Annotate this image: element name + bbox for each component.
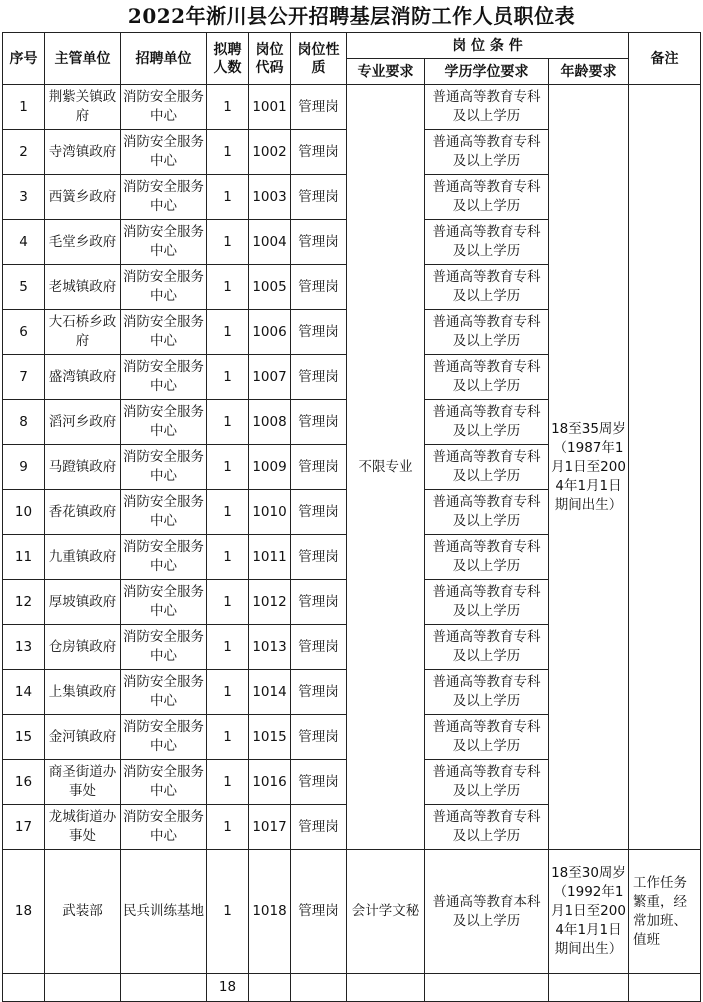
cell-nature: 管理岗 bbox=[291, 715, 347, 760]
cell-code: 1001 bbox=[249, 85, 291, 130]
cell-nature: 管理岗 bbox=[291, 580, 347, 625]
cell-empty bbox=[45, 974, 121, 1002]
cell-code: 1016 bbox=[249, 760, 291, 805]
cell-edu: 普通高等教育专科及以上学历 bbox=[425, 760, 549, 805]
cell-edu: 普通高等教育专科及以上学历 bbox=[425, 265, 549, 310]
cell-total-count: 18 bbox=[207, 974, 249, 1002]
cell-unit: 消防安全服务中心 bbox=[121, 265, 207, 310]
cell-nature: 管理岗 bbox=[291, 490, 347, 535]
cell-dept: 商圣街道办事处 bbox=[45, 760, 121, 805]
cell-dept: 毛堂乡政府 bbox=[45, 220, 121, 265]
cell-dept: 上集镇政府 bbox=[45, 670, 121, 715]
cell-dept: 武装部 bbox=[45, 850, 121, 974]
cell-edu: 普通高等教育专科及以上学历 bbox=[425, 175, 549, 220]
cell-code: 1005 bbox=[249, 265, 291, 310]
header-dept: 主管单位 bbox=[45, 33, 121, 85]
header-conditions: 岗 位 条 件 bbox=[347, 33, 629, 59]
cell-dept: 厚坡镇政府 bbox=[45, 580, 121, 625]
cell-nature: 管理岗 bbox=[291, 310, 347, 355]
cell-count: 1 bbox=[207, 715, 249, 760]
cell-seq: 12 bbox=[3, 580, 45, 625]
cell-unit: 消防安全服务中心 bbox=[121, 535, 207, 580]
cell-dept: 九重镇政府 bbox=[45, 535, 121, 580]
cell-unit: 消防安全服务中心 bbox=[121, 175, 207, 220]
cell-nature: 管理岗 bbox=[291, 625, 347, 670]
cell-seq: 16 bbox=[3, 760, 45, 805]
cell-edu: 普通高等教育专科及以上学历 bbox=[425, 445, 549, 490]
cell-count: 1 bbox=[207, 670, 249, 715]
cell-unit: 消防安全服务中心 bbox=[121, 715, 207, 760]
cell-code: 1012 bbox=[249, 580, 291, 625]
cell-age-merged: 18至35周岁（1987年1月1日至2004年1月1日期间出生） bbox=[549, 85, 629, 850]
cell-nature: 管理岗 bbox=[291, 175, 347, 220]
cell-nature: 管理岗 bbox=[291, 400, 347, 445]
table-body bbox=[3, 85, 701, 1002]
cell-nature: 管理岗 bbox=[291, 355, 347, 400]
total-row bbox=[3, 974, 701, 1002]
cell-edu: 普通高等教育专科及以上学历 bbox=[425, 310, 549, 355]
cell-unit: 消防安全服务中心 bbox=[121, 625, 207, 670]
positions-table bbox=[2, 32, 701, 1002]
cell-dept: 寺湾镇政府 bbox=[45, 130, 121, 175]
header-age: 年龄要求 bbox=[549, 59, 629, 85]
cell-count: 1 bbox=[207, 85, 249, 130]
cell-nature: 管理岗 bbox=[291, 760, 347, 805]
cell-nature: 管理岗 bbox=[291, 535, 347, 580]
cell-count: 1 bbox=[207, 130, 249, 175]
cell-unit: 消防安全服务中心 bbox=[121, 85, 207, 130]
cell-seq: 6 bbox=[3, 310, 45, 355]
cell-code: 1002 bbox=[249, 130, 291, 175]
cell-edu: 普通高等教育专科及以上学历 bbox=[425, 535, 549, 580]
table-row bbox=[3, 85, 701, 130]
cell-nature: 管理岗 bbox=[291, 265, 347, 310]
cell-code: 1017 bbox=[249, 805, 291, 850]
cell-edu: 普通高等教育专科及以上学历 bbox=[425, 130, 549, 175]
cell-count: 1 bbox=[207, 310, 249, 355]
cell-code: 1014 bbox=[249, 670, 291, 715]
cell-nature: 管理岗 bbox=[291, 670, 347, 715]
header-unit: 招聘单位 bbox=[121, 33, 207, 85]
cell-count: 1 bbox=[207, 760, 249, 805]
cell-empty bbox=[3, 974, 45, 1002]
cell-count: 1 bbox=[207, 850, 249, 974]
header-seq: 序号 bbox=[3, 33, 45, 85]
cell-edu: 普通高等教育专科及以上学历 bbox=[425, 715, 549, 760]
cell-edu: 普通高等教育本科及以上学历 bbox=[425, 850, 549, 974]
cell-code: 1004 bbox=[249, 220, 291, 265]
cell-count: 1 bbox=[207, 445, 249, 490]
cell-dept: 仓房镇政府 bbox=[45, 625, 121, 670]
cell-unit: 消防安全服务中心 bbox=[121, 220, 207, 265]
cell-code: 1008 bbox=[249, 400, 291, 445]
header-major: 专业要求 bbox=[347, 59, 425, 85]
cell-edu: 普通高等教育专科及以上学历 bbox=[425, 805, 549, 850]
table-row bbox=[3, 850, 701, 974]
cell-count: 1 bbox=[207, 400, 249, 445]
cell-count: 1 bbox=[207, 580, 249, 625]
cell-seq: 15 bbox=[3, 715, 45, 760]
cell-code: 1011 bbox=[249, 535, 291, 580]
header-nature: 岗位性质 bbox=[291, 33, 347, 85]
header-edu: 学历学位要求 bbox=[425, 59, 549, 85]
cell-nature: 管理岗 bbox=[291, 130, 347, 175]
cell-count: 1 bbox=[207, 535, 249, 580]
cell-seq: 14 bbox=[3, 670, 45, 715]
cell-empty bbox=[347, 974, 425, 1002]
cell-unit: 消防安全服务中心 bbox=[121, 310, 207, 355]
cell-unit: 消防安全服务中心 bbox=[121, 400, 207, 445]
cell-unit: 消防安全服务中心 bbox=[121, 670, 207, 715]
cell-dept: 老城镇政府 bbox=[45, 265, 121, 310]
cell-count: 1 bbox=[207, 175, 249, 220]
cell-seq: 5 bbox=[3, 265, 45, 310]
cell-dept: 盛湾镇政府 bbox=[45, 355, 121, 400]
cell-seq: 11 bbox=[3, 535, 45, 580]
cell-edu: 普通高等教育专科及以上学历 bbox=[425, 670, 549, 715]
cell-nature: 管理岗 bbox=[291, 445, 347, 490]
cell-nature: 管理岗 bbox=[291, 85, 347, 130]
cell-note-merged bbox=[629, 85, 701, 850]
cell-code: 1009 bbox=[249, 445, 291, 490]
cell-code: 1013 bbox=[249, 625, 291, 670]
cell-dept: 龙城街道办事处 bbox=[45, 805, 121, 850]
cell-unit: 消防安全服务中心 bbox=[121, 805, 207, 850]
cell-dept: 大石桥乡政府 bbox=[45, 310, 121, 355]
cell-count: 1 bbox=[207, 490, 249, 535]
cell-code: 1003 bbox=[249, 175, 291, 220]
cell-seq: 17 bbox=[3, 805, 45, 850]
cell-dept: 西簧乡政府 bbox=[45, 175, 121, 220]
cell-code: 1015 bbox=[249, 715, 291, 760]
cell-empty bbox=[291, 974, 347, 1002]
cell-empty bbox=[249, 974, 291, 1002]
cell-unit: 消防安全服务中心 bbox=[121, 130, 207, 175]
header-count: 拟聘人数 bbox=[207, 33, 249, 85]
cell-nature: 管理岗 bbox=[291, 850, 347, 974]
cell-dept: 马蹬镇政府 bbox=[45, 445, 121, 490]
page-title: 2022年淅川县公开招聘基层消防工作人员职位表 bbox=[127, 4, 576, 28]
cell-code: 1006 bbox=[249, 310, 291, 355]
cell-major: 会计学文秘 bbox=[347, 850, 425, 974]
cell-dept: 滔河乡政府 bbox=[45, 400, 121, 445]
cell-unit: 消防安全服务中心 bbox=[121, 355, 207, 400]
cell-seq: 3 bbox=[3, 175, 45, 220]
cell-empty bbox=[629, 974, 701, 1002]
cell-edu: 普通高等教育专科及以上学历 bbox=[425, 580, 549, 625]
cell-major-merged: 不限专业 bbox=[347, 85, 425, 850]
cell-seq: 18 bbox=[3, 850, 45, 974]
cell-count: 1 bbox=[207, 355, 249, 400]
cell-unit: 民兵训练基地 bbox=[121, 850, 207, 974]
cell-count: 1 bbox=[207, 625, 249, 670]
cell-seq: 4 bbox=[3, 220, 45, 265]
header-code: 岗位代码 bbox=[249, 33, 291, 85]
cell-dept: 香花镇政府 bbox=[45, 490, 121, 535]
cell-code: 1010 bbox=[249, 490, 291, 535]
header-note: 备注 bbox=[629, 33, 701, 85]
cell-empty bbox=[549, 974, 629, 1002]
cell-seq: 1 bbox=[3, 85, 45, 130]
cell-edu: 普通高等教育专科及以上学历 bbox=[425, 85, 549, 130]
cell-seq: 9 bbox=[3, 445, 45, 490]
cell-edu: 普通高等教育专科及以上学历 bbox=[425, 355, 549, 400]
cell-unit: 消防安全服务中心 bbox=[121, 580, 207, 625]
cell-edu: 普通高等教育专科及以上学历 bbox=[425, 490, 549, 535]
cell-seq: 2 bbox=[3, 130, 45, 175]
cell-empty bbox=[121, 974, 207, 1002]
cell-edu: 普通高等教育专科及以上学历 bbox=[425, 220, 549, 265]
cell-age: 18至30周岁（1992年1月1日至2004年1月1日期间出生） bbox=[549, 850, 629, 974]
cell-empty bbox=[425, 974, 549, 1002]
cell-dept: 金河镇政府 bbox=[45, 715, 121, 760]
cell-nature: 管理岗 bbox=[291, 220, 347, 265]
cell-count: 1 bbox=[207, 220, 249, 265]
cell-dept: 荆紫关镇政府 bbox=[45, 85, 121, 130]
cell-edu: 普通高等教育专科及以上学历 bbox=[425, 400, 549, 445]
cell-seq: 13 bbox=[3, 625, 45, 670]
cell-count: 1 bbox=[207, 265, 249, 310]
cell-unit: 消防安全服务中心 bbox=[121, 490, 207, 535]
cell-note: 工作任务繁重，经常加班、值班 bbox=[629, 850, 701, 974]
cell-unit: 消防安全服务中心 bbox=[121, 445, 207, 490]
cell-nature: 管理岗 bbox=[291, 805, 347, 850]
cell-count: 1 bbox=[207, 805, 249, 850]
cell-seq: 10 bbox=[3, 490, 45, 535]
cell-edu: 普通高等教育专科及以上学历 bbox=[425, 625, 549, 670]
cell-code: 1018 bbox=[249, 850, 291, 974]
cell-seq: 7 bbox=[3, 355, 45, 400]
cell-unit: 消防安全服务中心 bbox=[121, 760, 207, 805]
cell-code: 1007 bbox=[249, 355, 291, 400]
cell-seq: 8 bbox=[3, 400, 45, 445]
